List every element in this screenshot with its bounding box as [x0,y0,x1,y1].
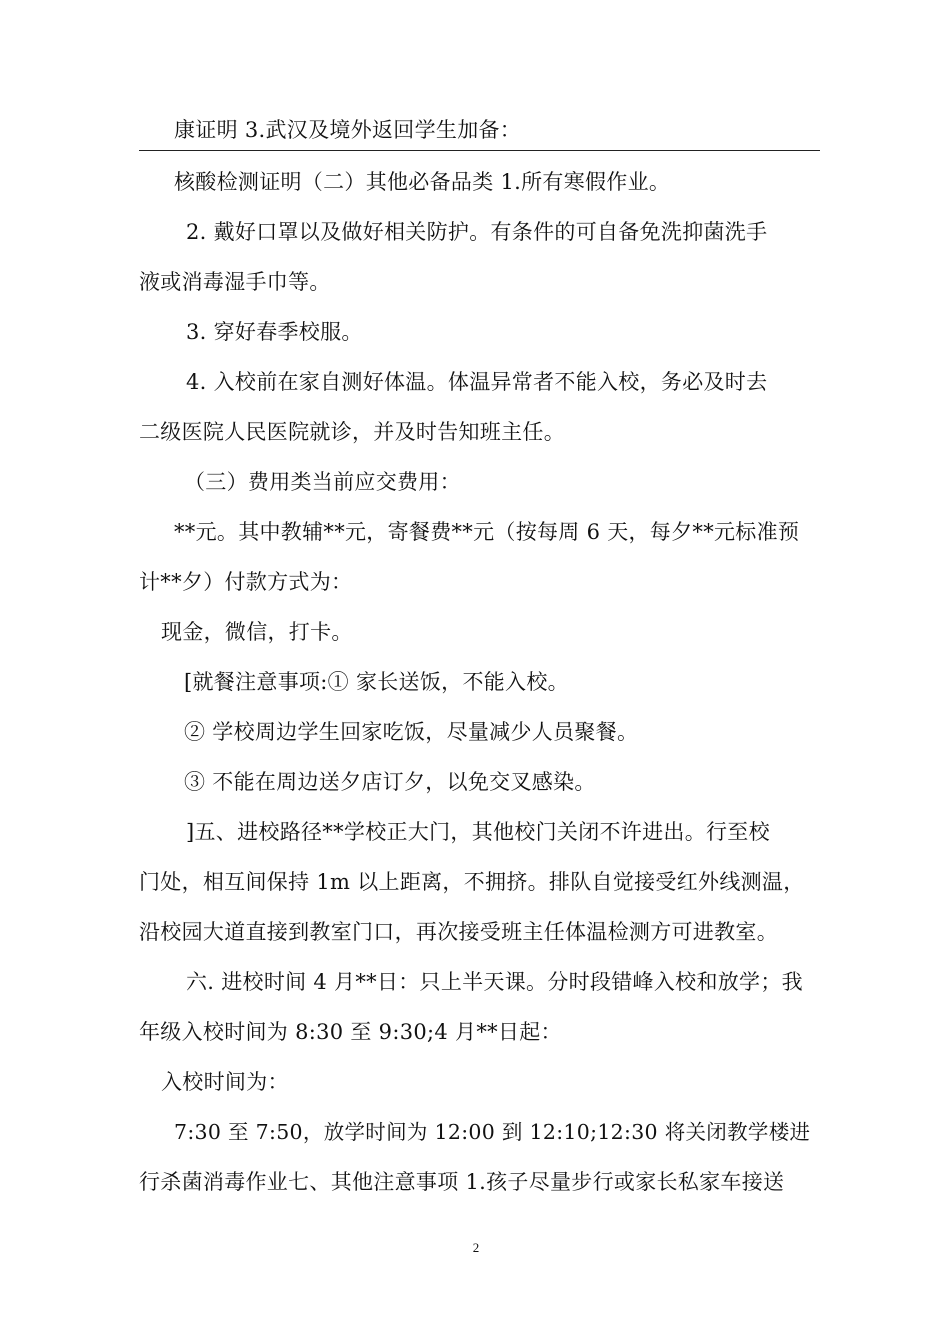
header-line: 康证明 3.武汉及境外返回学生加备： [174,118,522,142]
body-line: 二级医院人民医院就诊，并及时告知班主任。 [139,420,565,444]
body-line: 7:30 至 7:50，放学时间为 12:00 到 12:10;12:30 将关闭教学楼进 [174,1120,811,1144]
body-line: 现金，微信，打卡。 [161,620,353,644]
body-line: 沿校园大道直接到教室门口，再次接受班主任体温检测方可进教室。 [139,920,778,944]
body-line: ]五、进校路径**学校正大门，其他校门关闭不许进出。行至校 [186,820,770,844]
body-line: ③ 不能在周边送夕店订夕，以免交叉感染。 [184,770,596,794]
body-line: 年级入校时间为 8:30 至 9:30;4 月**日起： [139,1020,562,1044]
body-line: 2. 戴好口罩以及做好相关防护。有条件的可自备免洗抑菌洗手 [186,220,768,244]
body-line: 六. 进校时间 4 月**日：只上半天课。分时段错峰入校和放学；我 [186,970,803,994]
body-line: 入校时间为： [161,1070,289,1094]
body-line: 门处，相互间保持 1m 以上距离，不拥挤。排队自觉接受红外线测温， [139,870,805,894]
body-line: [就餐注意事项:① 家长送饭，不能入校。 [184,670,569,694]
body-line: （三）费用类当前应交费用： [184,470,461,494]
body-line: 4. 入校前在家自测好体温。体温异常者不能入校，务必及时去 [186,370,768,394]
body-line: 3. 穿好春季校服。 [186,320,363,344]
body-line: ② 学校周边学生回家吃饭，尽量减少人员聚餐。 [184,720,639,744]
body-line: 核酸检测证明（二）其他必备品类 1.所有寒假作业。 [174,170,671,194]
header-divider [139,150,820,151]
body-line: **元。其中教辅**元，寄餐费**元（按每周 6 天，每夕**元标准预 [174,520,800,544]
page-number: 2 [472,1240,480,1255]
body-line: 行杀菌消毒作业七、其他注意事项 1.孩子尽量步行或家长私家车接送 [139,1170,785,1194]
body-line: 液或消毒湿手巾等。 [139,270,331,294]
body-line: 计**夕）付款方式为： [139,570,353,594]
